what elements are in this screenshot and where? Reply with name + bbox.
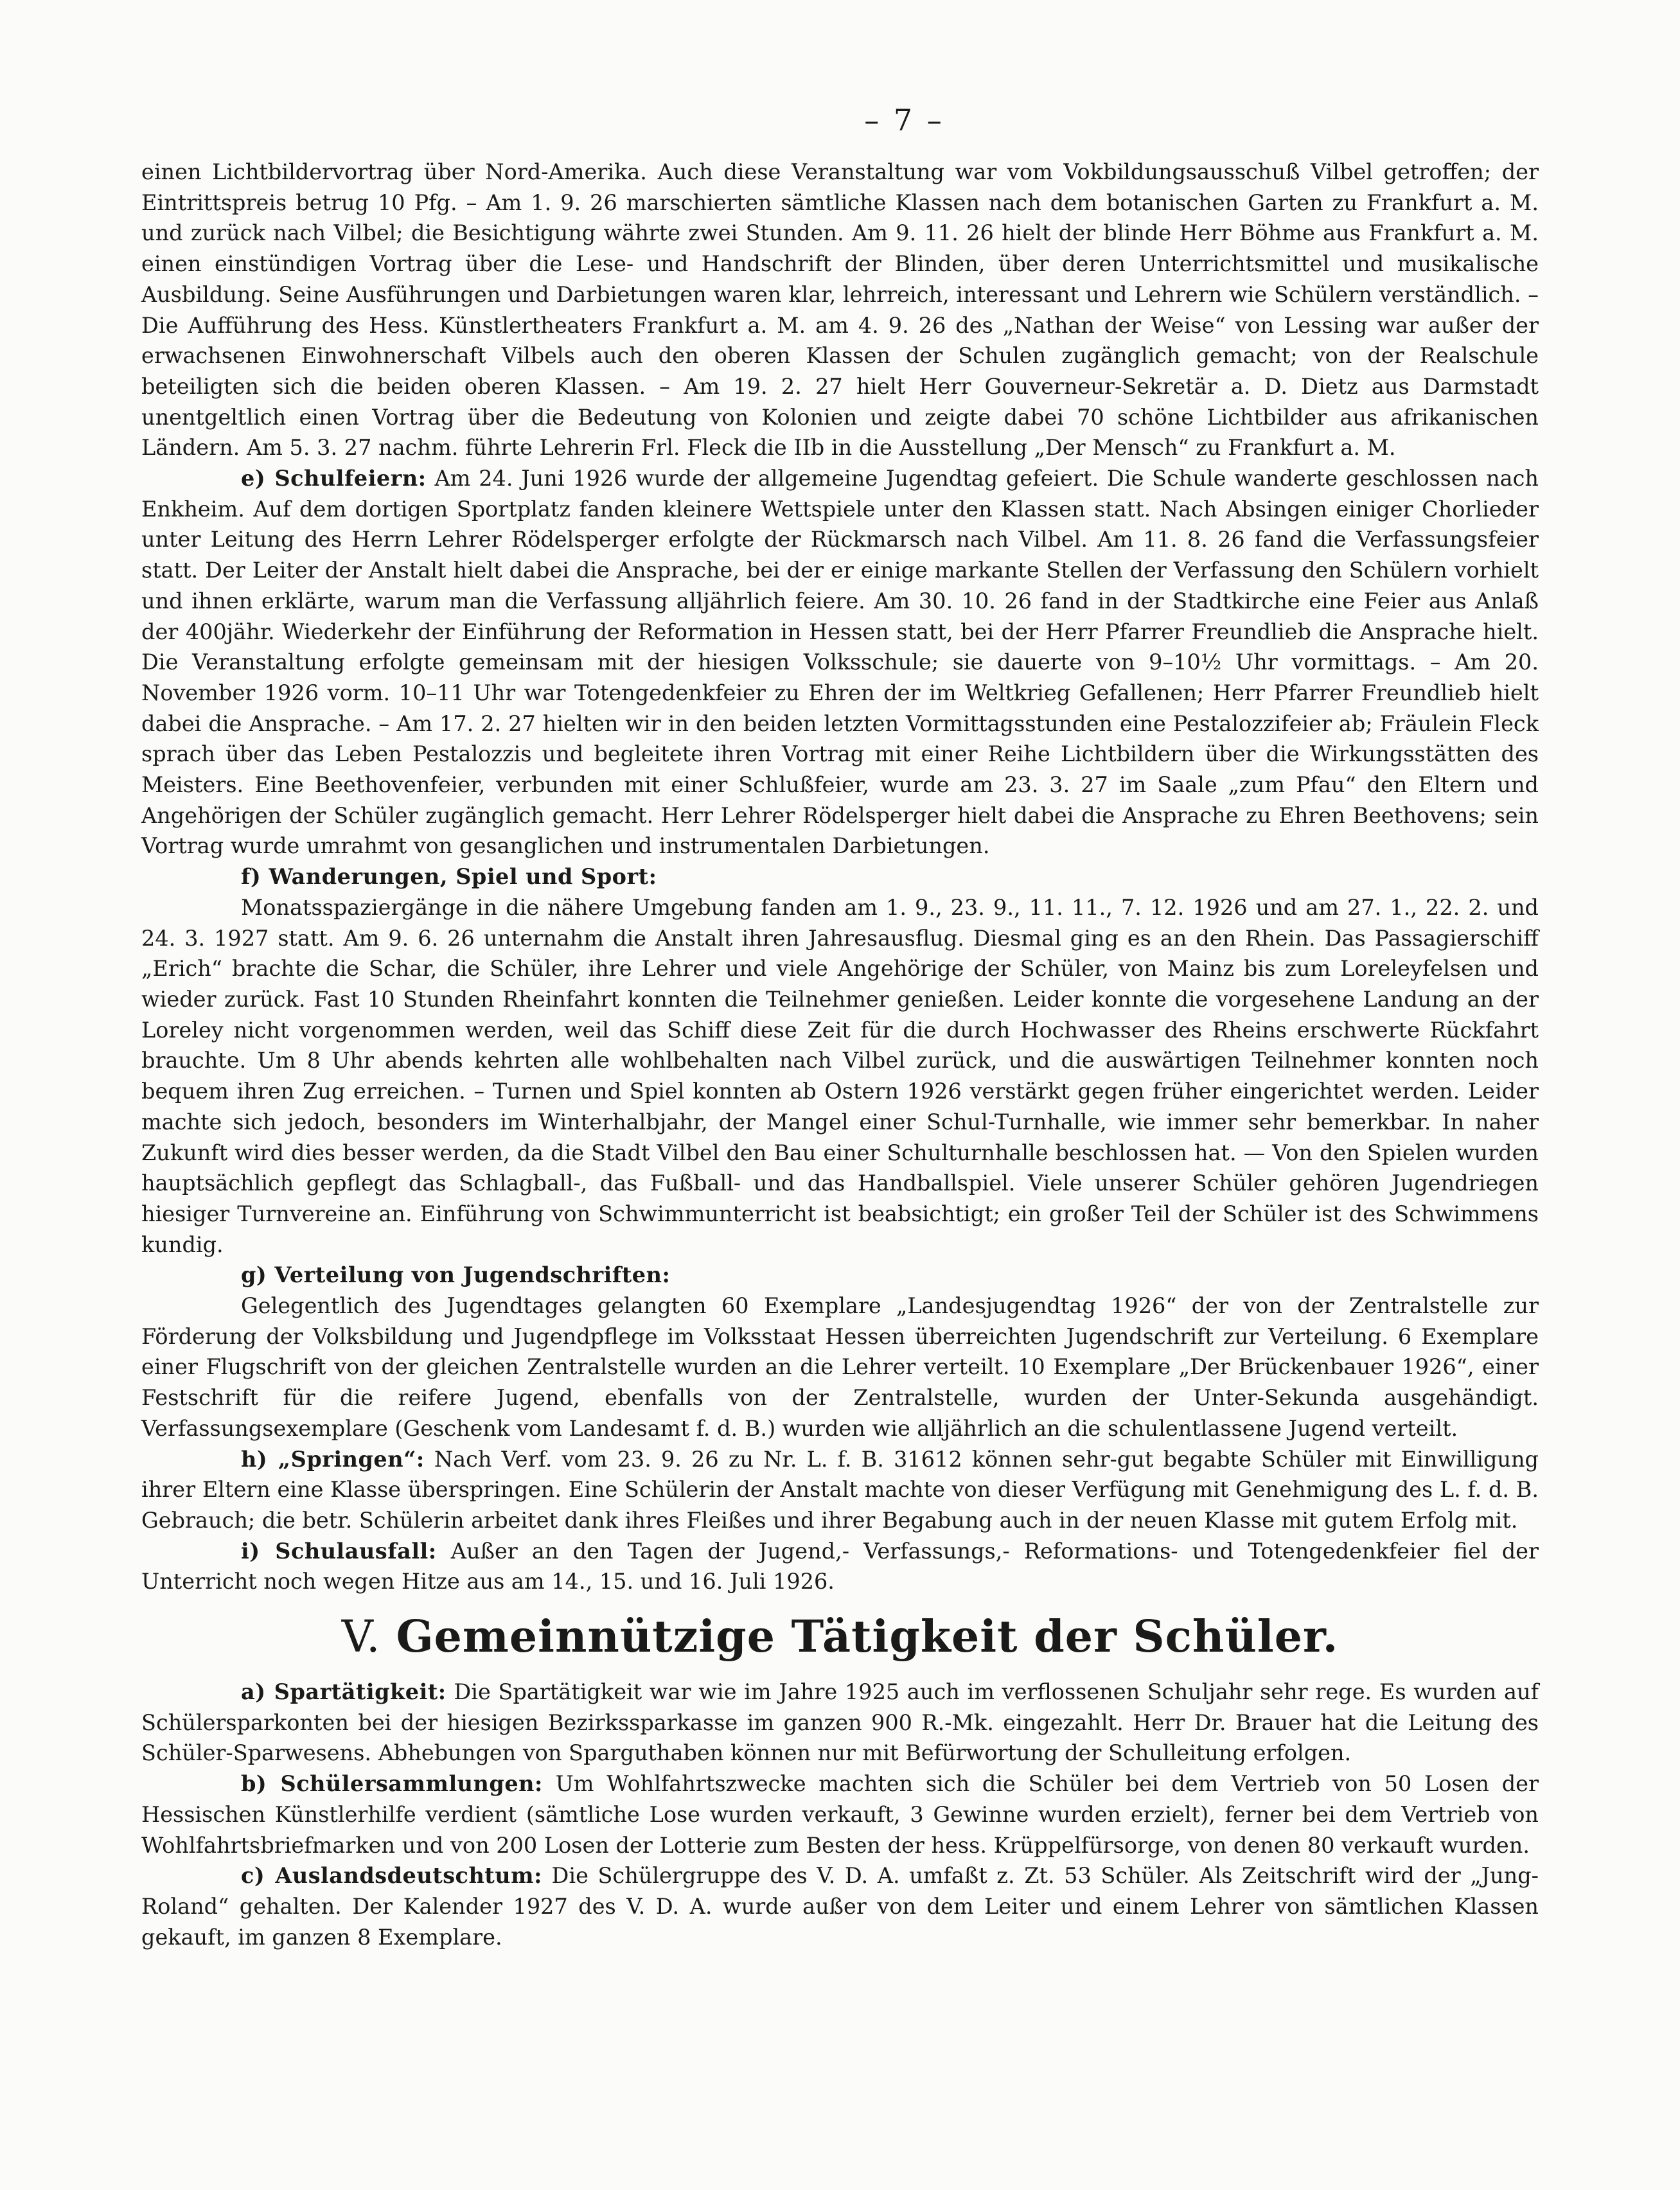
section-heading bbox=[141, 1611, 1539, 1663]
paragraph-text: Gelegentlich des Jugendtages gelangten 60 Exemplare „Landesjugendtag 1926“ der von der Zentralstelle zur Förderung der Volksbildung und Jugendpflege im Volksstaat Hessen überreichten Jugendschrift zur Verteilung. 6 Exemplare einer Flugschrift von der gleichen Zentralstelle wurden an die Lehrer verteilt. 10 Exemplare „Der Brückenbauer 1926“, einer Festschrift für die reifere Jugend, ebenfalls von der Zentralstelle, wurden der Unter-Sekunda ausgehändigt. Verfassungsexemplare (Geschenk vom Landesamt f. d. B.) wurden wie alljährlich an die schulentlassene Jugend verteilt. bbox=[141, 1293, 1539, 1441]
paragraph-text: Die Spartätigkeit war wie im Jahre 1925 auch im verflossenen Schuljahr sehr rege. Es wurden auf Schülersparkonten bei der hiesigen Bezirkssparkasse im ganzen 900 R.-Mk. eingezahlt. Herr Dr. Brauer hat die Leitung des Schüler-Sparwesens. Abhebungen von Sparguthaben können nur mit Befürwortung der Schulleitung erfolgen. bbox=[141, 1679, 1539, 1766]
paragraph-text: einen Lichtbildervortrag über Nord-Amerika. Auch diese Veranstaltung war vom Vokbildungsausschuß Vilbel getroffen; der Eintrittspreis betrug 10 Pfg. – Am 1. 9. 26 marschierten sämtliche Klassen nach dem botanischen Garten zu Frankfurt a. M. und zurück nach Vilbel; die Besichtigung währte zwei Stunden. Am 9. 11. 26 hielt der blinde Herr Böhme aus Frankfurt a. M. einen einstündigen Vortrag über die Lese- und Handschrift der Blinden, über deren Unterrichtsmittel und musikalische Ausbildung. Seine Ausführungen und Darbietungen waren klar, lehrreich, interessant und Lehrern wie Schülern verständlich. – Die Aufführung des Hess. Künstlertheaters Frankfurt a. M. am 4. 9. 26 des „Nathan der Weise“ von Lessing war außer der erwachsenen Einwohnerschaft Vilbels auch den oberen Klassen der Schulen zugänglich gemacht; von der Realschule beteiligten sich die beiden oberen Klassen. – Am 19. 2. 27 hielt Herr Gouverneur-Sekretär a. D. Dietz aus Darmstadt unentgeltlich einen Vortrag über die Bedeutung von Kolonien und zeigte dabei 70 schöne Lichtbilder aus afrikanischen Ländern. Am 5. 3. 27 nachm. führte Lehrerin Frl. Fleck die IIb in die Ausstellung „Der Mensch“ zu Frankfurt a. M. bbox=[141, 159, 1539, 461]
section-number: V. bbox=[341, 1612, 381, 1663]
paragraph-label: h) „Springen“: bbox=[241, 1446, 425, 1472]
paragraph-spartaetigkeit bbox=[141, 1677, 1539, 1769]
paragraph-auslandsdeutschtum bbox=[141, 1860, 1539, 1952]
paragraph-label: e) Schulfeiern: bbox=[241, 466, 427, 491]
paragraph-label-wanderungen bbox=[141, 861, 1539, 892]
section-title: Gemeinnützige Tätigkeit der Schüler. bbox=[396, 1611, 1339, 1663]
paragraph-text: Um Wohlfahrtszwecke machten sich die Schüler bei dem Vertrieb von 50 Losen der Hessischen Künstlerhilfe verdient (sämtliche Lose wurden verkauft, 3 Gewinne wurden erzielt), ferner bei dem Vertrieb von Wohlfahrtsbriefmarken und von 200 Losen der Lotterie zum Besten der hess. Krüppelfürsorge, von denen 80 verkauft wurden. bbox=[141, 1771, 1539, 1858]
paragraph-text: Am 24. Juni 1926 wurde der allgemeine Jugendtag gefeiert. Die Schule wanderte geschlossen nach Enkheim. Auf dem dortigen Sportplatz fanden kleinere Wettspiele unter den Klassen statt. Nach Absingen einiger Chorlieder unter Leitung des Herrn Lehrer Rödelsperger erfolgte der Rückmarsch nach Vilbel. Am 11. 8. 26 fand die Verfassungsfeier statt. Der Leiter der Anstalt hielt dabei die Ansprache, bei der er einige markante Stellen der Verfassung den Schülern vorhielt und ihnen erklärte, warum man die Verfassung alljährlich feiere. Am 30. 10. 26 fand in der Stadtkirche eine Feier aus Anlaß der 400jähr. Wiederkehr der Einführung der Reformation in Hessen statt, bei der Herr Pfarrer Freundlieb die Ansprache hielt. Die Veranstaltung erfolgte gemeinsam mit der hiesigen Volksschule; sie dauerte von 9–10½ Uhr vormittags. – Am 20. November 1926 vorm. 10–11 Uhr war Totengedenkfeier zu Ehren der im Weltkrieg Gefallenen; Herr Pfarrer Freundlieb hielt dabei die Ansprache. – Am 17. 2. 27 hielten wir in den beiden letzten Vormittagsstunden eine Pestalozzifeier ab; Fräulein Fleck sprach über das Leben Pestalozzis und begleitete ihren Vortrag mit einer Reihe Lichtbildern über die Wirkungsstätten des Meisters. Eine Beethovenfeier, verbunden mit einer Schlußfeier, wurde am 23. 3. 27 im Saale „zum Pfau“ den Eltern und Angehörigen der Schüler zugänglich gemacht. Herr Lehrer Rödelsperger hielt dabei die Ansprache zu Ehren Beethovens; sein Vortrag wurde umrahmt von gesanglichen und instrumentalen Darbietungen. bbox=[141, 466, 1539, 859]
paragraph-lichtbildervortrag bbox=[141, 157, 1539, 463]
paragraph-schuelersammlungen bbox=[141, 1769, 1539, 1860]
paragraph-label: f) Wanderungen, Spiel und Sport: bbox=[241, 864, 657, 890]
paragraph-text: Nach Verf. vom 23. 9. 26 zu Nr. L. f. B. 31612 können sehr-gut begabte Schüler mit Einwilligung ihrer Eltern eine Klasse überspringen. Eine Schülerin der Anstalt machte von dieser Verfügung mit Genehmigung des L. f. d. B. Gebrauch; die betr. Schülerin arbeitet dank ihres Fleißes und ihrer Begabung auch in der neuen Klasse mit gutem Erfolg mit. bbox=[141, 1446, 1539, 1533]
paragraph-text: Die Schülergruppe des V. D. A. umfaßt z. Zt. 53 Schüler. Als Zeitschrift wird der „Jung-Roland“ gehalten. Der Kalender 1927 des V. D. A. wurde außer von dem Leiter und einem Lehrer von sämtlichen Klassen gekauft, im ganzen 8 Exemplare. bbox=[141, 1863, 1539, 1950]
paragraph-text: Monatsspaziergänge in die nähere Umgebung fanden am 1. 9., 23. 9., 11. 11., 7. 12. 1926 und am 27. 1., 22. 2. und 24. 3. 1927 statt. Am 9. 6. 26 unternahm die Anstalt ihren Jahresausflug. Diesmal ging es an den Rhein. Das Passagierschiff „Erich“ brachte die Schar, die Schüler, ihre Lehrer und viele Angehörige der Schüler, von Mainz bis zum Loreleyfelsen und wieder zurück. Fast 10 Stunden Rheinfahrt konnten die Teilnehmer genießen. Leider konnte die vorgesehene Landung an der Loreley nicht vorgenommen werden, weil das Schiff diese Zeit für die durch Hochwasser des Rheins erschwerte Rückfahrt brauchte. Um 8 Uhr abends kehrten alle wohlbehalten nach Vilbel zurück, und die auswärtigen Teilnehmer konnten noch bequem ihren Zug erreichen. – Turnen und Spiel konnten ab Ostern 1926 verstärkt gegen früher eingerichtet werden. Leider machte sich jedoch, besonders im Winterhalbjahr, der Mangel einer Schul-Turnhalle, wie immer sehr bemerkbar. In naher Zukunft wird dies besser werden, da die Stadt Vilbel den Bau einer Schulturnhalle beschlossen hat. — Von den Spielen wurden hauptsächlich gepflegt das Schlagball-, das Fußball- und das Handballspiel. Viele unserer Schüler gehören Jugendriegen hiesiger Turnvereine an. Einführung von Schwimmunterricht ist beabsichtigt; ein großer Teil der Schüler ist des Schwimmens kundig. bbox=[141, 894, 1539, 1257]
paragraph-schulausfall bbox=[141, 1536, 1539, 1597]
document-page bbox=[141, 103, 1539, 1952]
paragraph-text: Außer an den Tagen der Jugend,- Verfassungs,- Reformations- und Totengedenkfeier fiel der Unterricht noch wegen Hitze aus am 14., 15. und 16. Juli 1926. bbox=[141, 1538, 1539, 1594]
paragraph-springen bbox=[141, 1444, 1539, 1536]
page-number: – 7 – bbox=[864, 103, 944, 137]
paragraph-schulfeiern bbox=[141, 463, 1539, 861]
paragraph-label: b) Schülersammlungen: bbox=[241, 1771, 543, 1797]
paragraph-label: c) Auslandsdeutschtum: bbox=[241, 1863, 542, 1889]
paragraph-label: i) Schulausfall: bbox=[241, 1538, 437, 1564]
paragraph-label: g) Verteilung von Jugendschriften: bbox=[241, 1262, 671, 1288]
paragraph-jugendschriften bbox=[141, 1291, 1539, 1444]
paragraph-label: a) Spartätigkeit: bbox=[241, 1679, 447, 1705]
paragraph-wanderungen bbox=[141, 892, 1539, 1260]
paragraph-label-jugendschriften bbox=[141, 1260, 1539, 1291]
